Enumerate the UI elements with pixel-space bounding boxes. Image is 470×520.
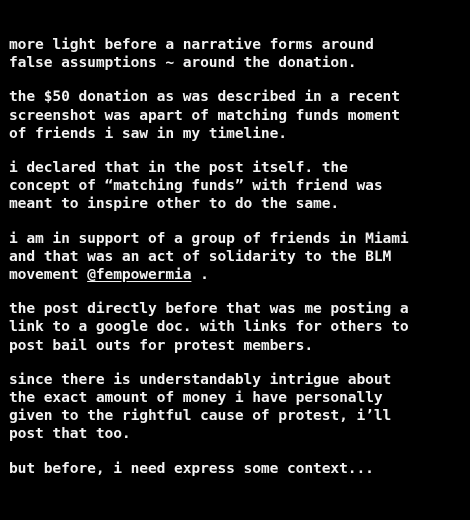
paragraph-solidarity (9, 230, 464, 285)
solidarity-text: i am in support of a group of friends in Miami and that was an act of solidarity to the BLM movement (9, 229, 409, 284)
solidarity-text-end: . (191, 266, 209, 284)
paragraph-donation: the $50 donation as was described in a recent screenshot was apart of matching funds moment of friends i saw in my timeline. (9, 88, 400, 142)
paragraph-context: but before, i need express some context... (9, 459, 374, 477)
paragraph-bail-outs: the post directly before that was me posting a link to a google doc. with links for others to post bail outs for protest members. (9, 300, 409, 354)
paragraph-intrigue: since there is understandably intrigue about the exact amount of money i have personally given to the rightful cause of protest, i’ll post that too. (9, 370, 392, 443)
paragraph-narrative: more light before a narrative forms around false assumptions ~ around the donation. (9, 36, 374, 72)
paragraph-matching-funds: i declared that in the post itself. the concept of “matching funds” with friend was meant to inspire other to do the same. (9, 159, 383, 213)
mention-link-fempowermia[interactable]: @fempowermia (87, 266, 192, 284)
